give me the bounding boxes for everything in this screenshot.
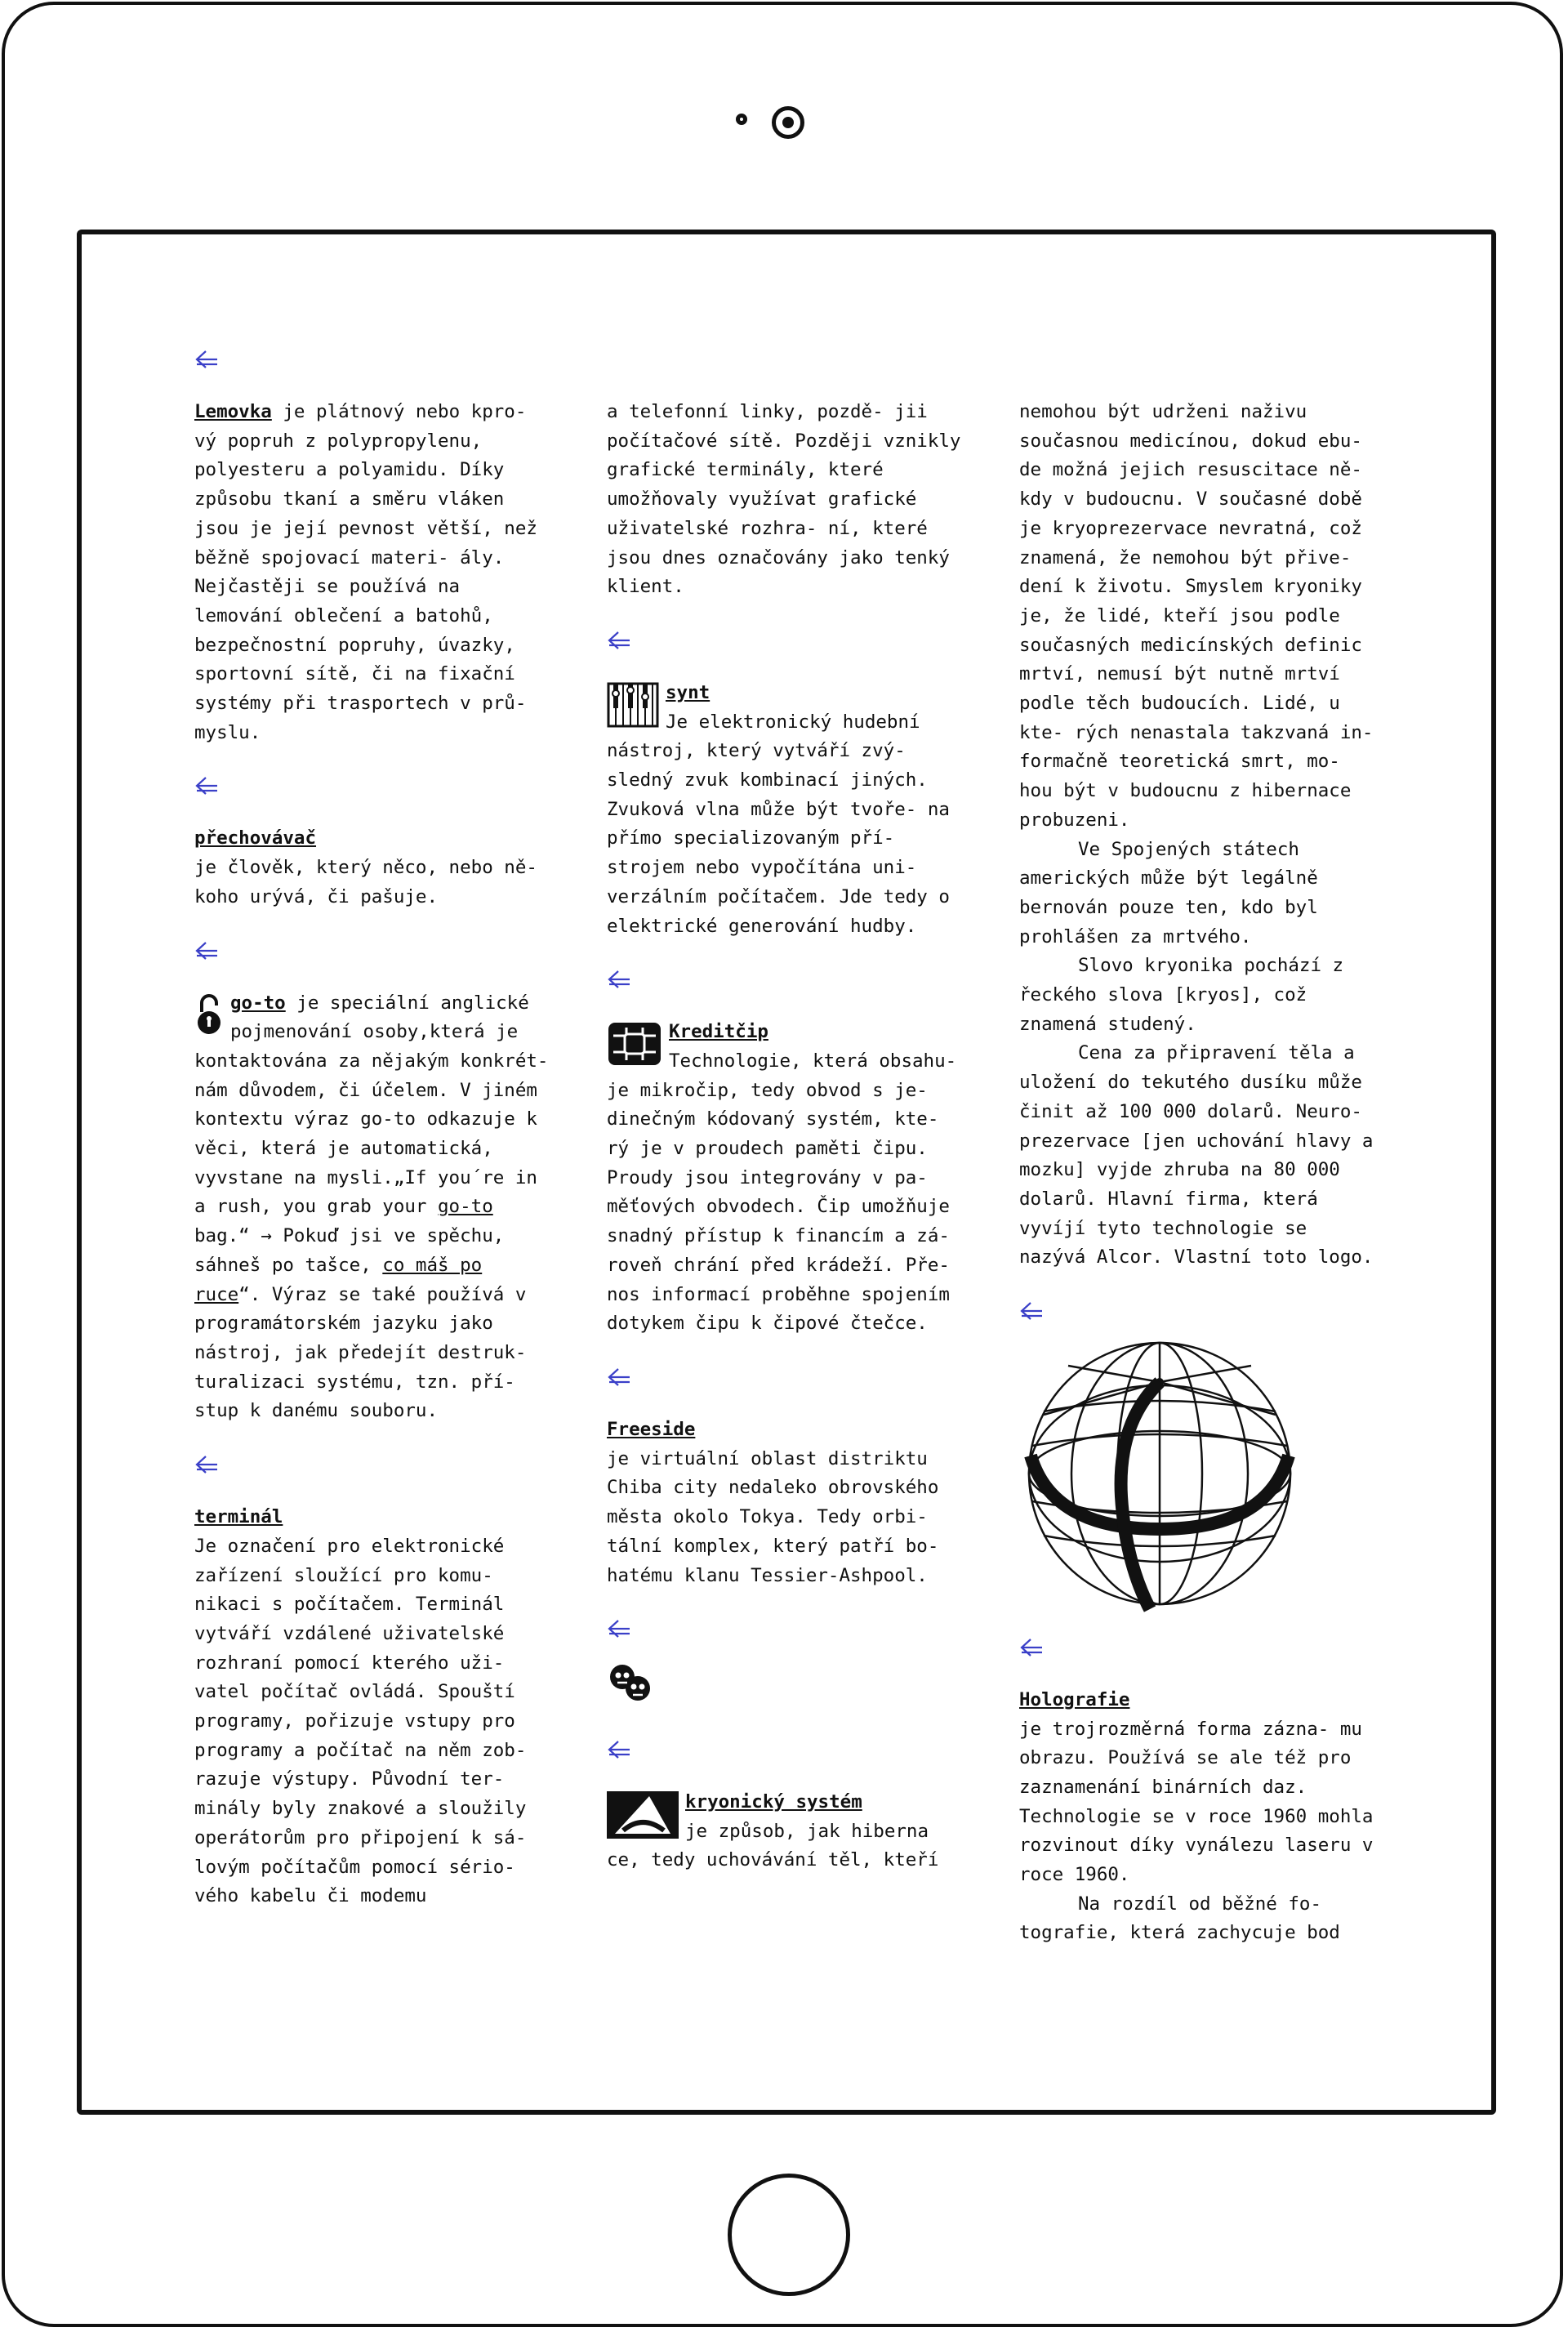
- camera-sensor: [736, 114, 747, 125]
- term-holografie[interactable]: Holografie: [1019, 1688, 1130, 1710]
- alcor-logo-icon: [607, 1791, 679, 1839]
- term-kryonicky-system[interactable]: kryonický systém: [685, 1790, 862, 1813]
- back-arrow-icon[interactable]: [194, 775, 219, 796]
- back-arrow-icon[interactable]: [607, 1739, 631, 1760]
- back-arrow-icon[interactable]: [607, 630, 631, 651]
- synth-keys-icon: [607, 682, 659, 728]
- camera-lens: [772, 106, 804, 139]
- link-co-mas-po-ruce[interactable]: co máš po ruce: [194, 1254, 483, 1305]
- term-terminal[interactable]: terminál: [194, 1506, 283, 1528]
- term-lemovka[interactable]: Lemovka: [194, 401, 272, 422]
- link-goto[interactable]: go-to: [438, 1196, 493, 1218]
- entry-lemovka: Lemovka je plátnový nebo kpro- vý popruh z polypropylenu, polyesteru a polyamidu. Díky způsobu tkaní a směru vláken jsou je její pevnost větší, než běžně spojovací materi- ály. Nejčastěji se používá na lemování oblečení a batohů, bezpečnostní popruhy, úvazky, sportovní sítě, či na fixační systémy při trasportech v prů- myslu.: [194, 401, 537, 743]
- term-freeside[interactable]: Freeside: [607, 1418, 696, 1440]
- tablet-frame: [2, 2, 1563, 2327]
- back-arrow-icon[interactable]: [607, 1618, 631, 1639]
- screen: [77, 230, 1496, 2115]
- back-arrow-icon[interactable]: [607, 1367, 631, 1388]
- entry-kreditcip: Kreditčip Technologie, která obsahu- je mikročip, tedy obvod s je- dinečným kódovaný systém, kte- rý je v proudech paměti čipu. Proudy jsou integrovány v pa- měťových obvodech. Čip umožňuje snadný přístup k financím a zá- roveň chrání před krádeží. Pře- nos informací proběhne spojením dotykem čipu k čipové čtečce.: [607, 1021, 957, 1335]
- term-goto[interactable]: go-to: [230, 992, 286, 1014]
- term-synt[interactable]: synt: [666, 681, 710, 703]
- term-kreditcip[interactable]: Kreditčip: [669, 1021, 768, 1043]
- entry-prechovavac: přechovávač je člověk, který něco, nebo ně- koho urývá, či pašuje.: [194, 827, 537, 907]
- back-arrow-icon[interactable]: [1019, 1637, 1044, 1658]
- back-arrow-icon[interactable]: [194, 349, 219, 370]
- chip-card-icon: [607, 1021, 662, 1067]
- entry-holografie: Holografie je trojrozměrná forma zázna- mu obrazu. Používá se ale též pro zaznamenání binárních daz. Technologie se v roce 1960 mohla rozvinout díky vynálezu laseru v roce 1960.: [1019, 1688, 1374, 1886]
- column-2: [607, 349, 966, 1875]
- padlock-icon: [194, 992, 224, 1037]
- back-arrow-icon[interactable]: [1019, 1300, 1044, 1322]
- home-button[interactable]: [728, 2174, 850, 2296]
- entry-terminal-continued: a telefonní linky, pozdě- jii počítačové sítě. Později vznikly grafické terminály, které umožňovaly využívat grafické uživatelské rozhra- ní, které jsou dnes označovány jako tenký klient.: [607, 401, 961, 598]
- back-arrow-icon[interactable]: [194, 1454, 219, 1475]
- column-1: [194, 349, 554, 1911]
- entry-kryonicky-continued: nemohou být udrženi naživu současnou medicínou, dokud ebu- de možná jejich resuscitace ně- kdy v budoucnu. V současné době je kryoprezervace nevratná, což znamená, že nemohou být přive- dení k životu. Smyslem kryoniky je, že lidé, kteří jsou podle současných medicínských definic mrtví, nemusí být nutně mrtví podle těch budoucích. Lidé, u kte- rých nenastala takzvaná in- formačně teoretická smrt, mo- hou být v budoucnu z hibernace probuzeni.: [1019, 401, 1374, 831]
- entry-synt: synt Je elektronický hudební nástroj, který vytváří zvý- sledný zvuk kombinací jiných. Zvuková vlna může být tvoře- na přímo specializovaným pří- strojem nebo vypočítána uni- verzálním počítačem. Jde tedy o elektrické generování hudby.: [607, 681, 950, 937]
- entry-terminal: terminál Je označení pro elektronické zařízení sloužící pro komu- nikaci s počítačem. Terminál vytváří vzdálené uživatelské rozhraní pomocí kterého uži- vatel počítač ovládá. Spouští programy, pořizuje vstupy pro programy a počítač na něm zob- razuje výstupy. Původní ter- minály byly znakové a sloužily operátorům pro připojení k sá- lovým počítačům pomocí sério- vého kabelu či modemu: [194, 1506, 527, 1907]
- column-3: nemohou být udrženi naživu současnou medicínou, dokud ebu- de možná jejich resuscitace ně- kdy v budoucnu. V současné době je kryoprezervace nevratná, což znamená, že nemohou být přive- dení k životu. Smyslem kryoniky je, že lidé, kteří jsou podle současných medicínských definic mrtví, nemusí být nutně mrtví podle těch budoucích. Lidé, u kte- rých nenastala takzvaná in- formačně teoretická smrt, mo- hou být v budoucnu z hibernace probuzeni. Ve Spojených státech amerických může být legálně bernován pouze ten, kdo byl prohlášen za mrtvého. Slovo kryonika pochází z řeckého slova [kryos], což znamená studený. Cena za připravení těla a uložení do tekutého dusíku může činit až 100 000 dolarů. Neuro- prezervace [jen uchování hlavy a mozku] vyjde zhruba na 80 000 dolarů. Hlavní firma, která vyvíjí tyto technologie se nazývá Alcor. Vlastní toto logo. Holografie je trojrozměrná forma zázna- mu obrazu. Používá se ale též pro zaznamenání binárních daz. Technologie se v roce 1960 mohla rozvinout díky vynálezu laseru v roce 1960. Na rozdíl od běžné fo- tografie, která zachycuje bod: [1019, 349, 1379, 1948]
- entry-kryonicky: kryonický systém je způsob, jak hiberna ce, tedy uchovávání těl, kteří: [607, 1790, 939, 1871]
- back-arrow-icon[interactable]: [194, 940, 219, 961]
- globe-icon: [1019, 1333, 1302, 1616]
- back-arrow-icon[interactable]: [607, 969, 631, 990]
- term-prechovavac[interactable]: přechovávač: [194, 827, 317, 849]
- entry-freeside: Freeside je virtuální oblast distriktu Chiba city nedaleko obrovského města okolo Tokya. Tedy orbi- tální komplex, který patří bo- hatému klanu Tessier-Ashpool.: [607, 1418, 939, 1586]
- skull-faces-icon: [607, 1661, 654, 1708]
- entry-goto: go-to je speciální anglické pojmenování osoby,která je kontaktována za nějakým konkrét- nám důvodem, či účelem. V jiném kontextu výraz go-to odkazuje k věci, která je automatická, vyvstane na mysli.„If you´re in a rush, you grab your go-to bag.“ → Pokuď jsi ve spěchu, sáhneš po tašce, co máš po ruce“. Výraz se také používá v programátorském jazyku jako nástroj, jak předejít destruk- turalizaci systému, tzn. pří- stup k danému souboru.: [194, 992, 549, 1422]
